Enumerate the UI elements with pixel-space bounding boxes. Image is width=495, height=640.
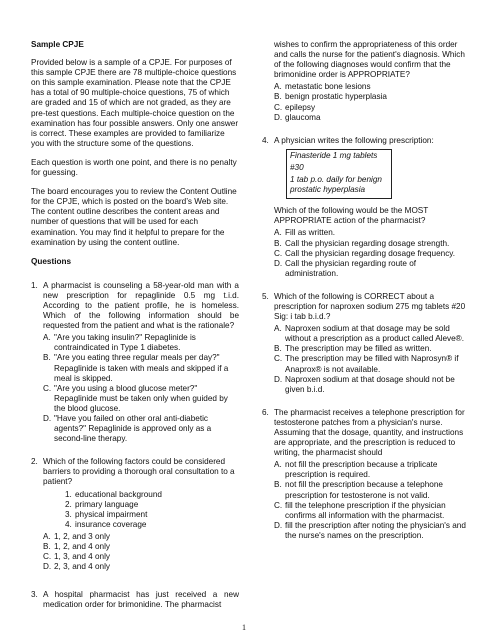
option-letter: B. bbox=[43, 542, 51, 552]
option-text: Call the physician regarding route of administration. bbox=[285, 258, 417, 278]
question-number: 4. bbox=[262, 135, 269, 145]
question-stem: Which of the following is CORRECT about a prescription for naproxen sodium 275 mg tablets #20 Sig: i tab b.i.d.? bbox=[274, 291, 466, 322]
option-letter: B. bbox=[274, 92, 282, 102]
question-number: 5. bbox=[262, 291, 269, 301]
item-text: insurance coverage bbox=[75, 519, 147, 529]
option-letter: C. bbox=[274, 248, 283, 258]
option-text: 1, 2, and 4 only bbox=[54, 542, 110, 552]
question-3 bbox=[31, 590, 239, 610]
answer-option bbox=[274, 501, 470, 521]
answer-option bbox=[43, 414, 239, 444]
answer-option bbox=[43, 353, 239, 383]
factor-list bbox=[43, 490, 239, 530]
question-stem-end: wishes to confirm the appropriateness of this order and calls the nurse for the patient's diagnosis. Which of the following diagnoses would confirm that the brimonidine order is APPROPRIATE? bbox=[274, 40, 465, 80]
option-letter: B. bbox=[274, 480, 282, 490]
option-text: Call the physician regarding dosage frequency. bbox=[285, 248, 456, 258]
answer-option bbox=[43, 532, 239, 542]
option-text: Fill as written. bbox=[285, 228, 336, 238]
answer-option bbox=[274, 375, 470, 395]
scoring-paragraph: Each question is worth one point, and there is no penalty for guessing. bbox=[31, 157, 237, 178]
question-3-continued bbox=[262, 40, 470, 123]
answer-option bbox=[274, 460, 470, 480]
answer-option bbox=[274, 344, 470, 354]
list-item bbox=[65, 510, 239, 520]
answer-option bbox=[274, 82, 470, 92]
option-letter: A. bbox=[274, 82, 282, 92]
question-stem: The pharmacist receives a telephone prescription for testosterone patches from a physician's nurse. Assuming that the dosage, quantity, and instructions are appropriate, and the prescription is reduced to writing, the pharmacist should bbox=[274, 407, 465, 458]
right-column bbox=[262, 40, 470, 554]
question-stem: Which of the following factors could be considered barriers to providing a thorough oral consultation to a patient? bbox=[43, 457, 235, 487]
option-letter: C. bbox=[43, 552, 52, 562]
option-letter: B. bbox=[274, 238, 282, 248]
option-letter: D. bbox=[43, 414, 52, 423]
answer-option bbox=[274, 324, 470, 344]
answer-option bbox=[274, 92, 470, 102]
question-number: 1. bbox=[31, 280, 38, 290]
question-stem: A physician writes the following prescription: bbox=[274, 135, 434, 145]
list-item bbox=[65, 500, 239, 510]
option-text: The prescription may be filled with Naprosyn® if Anaprox® is not available. bbox=[285, 354, 459, 374]
option-text: "Are you taking insulin?" Repaglinide is contraindicated in Type 1 diabetes. bbox=[54, 333, 196, 353]
option-text: "Are you using a blood glucose meter?" Repaglinide must be taken only when guided by the blood glucose. bbox=[54, 383, 228, 413]
item-text: primary language bbox=[75, 499, 139, 509]
question-prompt: Which of the following would be the MOST APPROPRIATE action of the pharmacist? bbox=[274, 206, 429, 226]
board-paragraph: The board encourages you to review the Content Outline for the CPJE, which is posted on the board’s Web site. The content outline describes the content areas and number of questions that will be used for each examination. You may find it helpful to prepare for the examination by using the content outline. bbox=[31, 187, 237, 247]
option-letter: A. bbox=[274, 460, 282, 470]
question-number: 2. bbox=[31, 457, 38, 467]
question-1 bbox=[31, 281, 239, 445]
item-number: 2. bbox=[65, 499, 72, 509]
prescription-box bbox=[286, 149, 392, 199]
answer-option bbox=[43, 552, 239, 562]
option-letter: D. bbox=[274, 374, 283, 384]
answer-option bbox=[274, 259, 470, 279]
option-letter: C. bbox=[274, 500, 283, 510]
answer-option bbox=[274, 480, 470, 500]
option-text: metastatic bone lesions bbox=[285, 82, 371, 92]
answer-option bbox=[43, 542, 239, 552]
option-text: Naproxen sodium at that dosage may be sold without a prescription as a product called Aleve®. bbox=[285, 324, 464, 344]
option-text: benign prostatic hyperplasia bbox=[285, 92, 387, 102]
option-text: 1, 3, and 4 only bbox=[54, 552, 110, 562]
option-letter: D. bbox=[274, 520, 283, 530]
option-text: Call the physician regarding dosage strength. bbox=[285, 238, 450, 248]
option-text: "Have you failed on other oral anti-diabetic agents?" Repaglinide is approved only as a second-line therapy. bbox=[54, 414, 212, 444]
option-text: not fill the prescription because a triplicate prescription is required. bbox=[285, 460, 438, 480]
answer-option bbox=[43, 333, 239, 353]
questions-heading: Questions bbox=[31, 256, 72, 266]
option-text: fill the prescription after noting the physician's and the nurse's names on the prescription. bbox=[285, 520, 466, 540]
answer-option bbox=[274, 113, 470, 123]
intro-paragraph: Provided below is a sample of a CPJE. For purposes of this sample CPJE there are 78 multiple-choice questions on this sample examination. Please note that the CPJE has a total of 90 multiple-choice questions, 75 of which are graded and 15 of which are not graded, as they are pre-test questions. Each multiple-choice question on the examination has four possible answers. Only one answer is correct. These examples are provided to familiarize you with the structure some of the questions. bbox=[31, 58, 239, 148]
answer-option bbox=[274, 239, 470, 249]
option-letter: C. bbox=[43, 383, 52, 393]
question-stem-start: A hospital pharmacist has just received a new medication order for brimonidine. The pharmacist bbox=[43, 590, 239, 610]
rx-directions: 1 tab p.o. daily for benign prostatic hyperplasia bbox=[290, 175, 382, 195]
answer-option bbox=[274, 249, 470, 259]
option-letter: B. bbox=[274, 344, 282, 354]
list-item bbox=[65, 490, 239, 500]
option-text: glaucoma bbox=[285, 112, 321, 122]
option-letter: A. bbox=[274, 324, 282, 334]
answer-option bbox=[43, 384, 239, 414]
rx-drug: Finasteride 1 mg tablets bbox=[290, 150, 378, 160]
option-text: "Are you eating three regular meals per day?" Repaglinide is taken with meals and skipped if a meal is skipped. bbox=[54, 353, 229, 383]
option-letter: D. bbox=[274, 112, 283, 122]
option-letter: B. bbox=[43, 353, 51, 363]
option-text: 2, 3, and 4 only bbox=[54, 562, 110, 572]
question-number: 3. bbox=[31, 590, 38, 600]
answer-option bbox=[43, 562, 239, 572]
item-number: 1. bbox=[65, 489, 72, 499]
option-letter: A. bbox=[43, 531, 51, 541]
option-letter: A. bbox=[274, 228, 282, 238]
option-letter: C. bbox=[274, 102, 283, 112]
option-letter: D. bbox=[43, 562, 52, 572]
answer-option bbox=[274, 228, 470, 238]
rx-quantity: #30 bbox=[290, 162, 304, 172]
question-2 bbox=[31, 457, 239, 572]
question-5 bbox=[262, 292, 470, 395]
option-text: The prescription may be filled as written. bbox=[285, 344, 432, 354]
option-text: epilepsy bbox=[285, 102, 316, 112]
question-number: 6. bbox=[262, 407, 269, 417]
item-number: 3. bbox=[65, 509, 72, 519]
document-title: Sample CPJE bbox=[31, 40, 84, 49]
option-letter: A. bbox=[43, 333, 51, 343]
option-text: 1, 2, and 3 only bbox=[54, 531, 110, 541]
option-text: fill the telephone prescription if the physician confirms all information with the pharmacist. bbox=[285, 500, 446, 520]
item-text: physical impairment bbox=[75, 509, 148, 519]
answer-option bbox=[274, 103, 470, 113]
question-6 bbox=[262, 408, 470, 541]
option-letter: C. bbox=[274, 354, 283, 364]
item-number: 4. bbox=[65, 519, 72, 529]
question-stem: A pharmacist is counseling a 58-year-old man with a new prescription for repaglinide 0.5 mg t.i.d. According to the patient profile, he is homeless. Which of the following information should be requested from the patient and what is the rationale? bbox=[43, 280, 239, 331]
list-item bbox=[65, 520, 239, 530]
question-4 bbox=[262, 136, 470, 279]
page-number: 1 bbox=[242, 623, 246, 632]
option-text: Naproxen sodium at that dosage should not be given b.i.d. bbox=[285, 374, 455, 394]
item-text: educational background bbox=[75, 489, 162, 499]
answer-option bbox=[274, 354, 470, 374]
answer-option bbox=[274, 521, 470, 541]
option-letter: D. bbox=[274, 258, 283, 268]
left-column bbox=[31, 40, 239, 624]
option-text: not fill the prescription because a telephone prescription for testosterone is not valid. bbox=[285, 480, 443, 500]
